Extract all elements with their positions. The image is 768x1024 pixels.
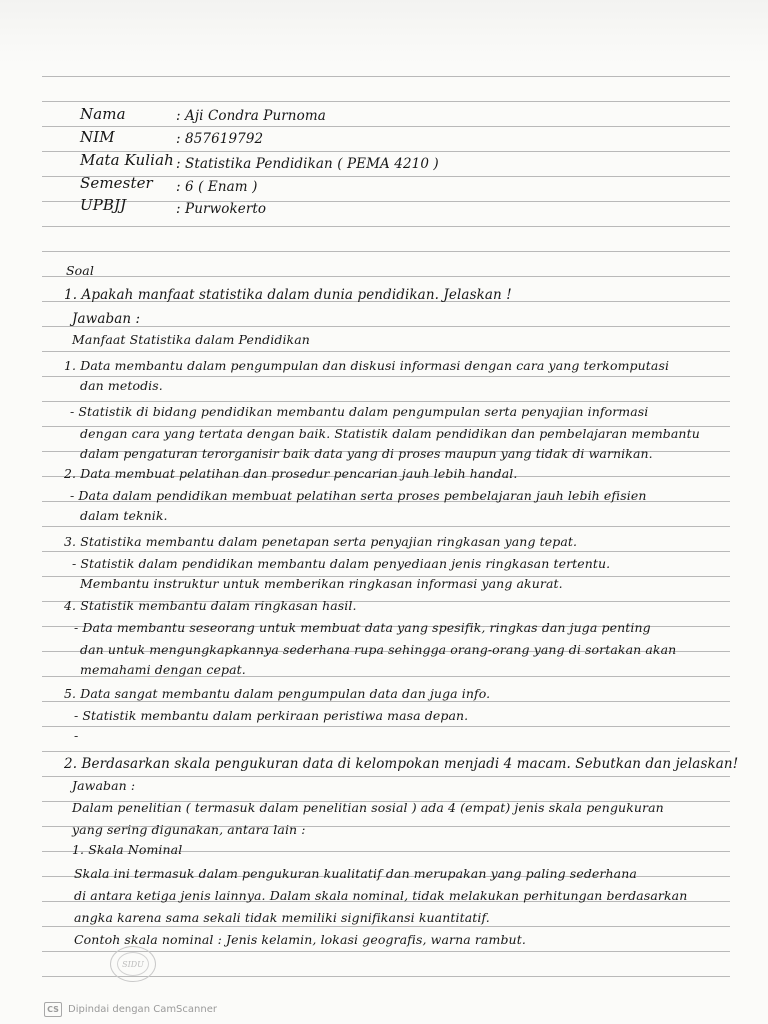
q1-line: - Data dalam pendidikan membuat pelatihan serta proses pembelajaran jauh lebih efisien xyxy=(70,488,647,503)
q2-line: Contoh skala nominal : Jenis kelamin, lokasi geografis, warna rambut. xyxy=(74,932,526,947)
name-label: Nama xyxy=(80,105,126,123)
upbjj-value: : Purwokerto xyxy=(176,201,267,217)
course-value: : Statistika Pendidikan ( PEMA 4210 ) xyxy=(176,156,439,172)
nim-value: : 857619792 xyxy=(176,131,264,147)
ruled-line xyxy=(42,376,730,377)
ruled-line xyxy=(42,251,730,252)
question-1: 1. Apakah manfaat statistika dalam dunia pendidikan. Jelaskan ! xyxy=(64,287,512,303)
question-2: 2. Berdasarkan skala pengukuran data di kelompokan menjadi 4 macam. Sebutkan dan jelaskan! xyxy=(64,756,739,772)
q2-line: Dalam penelitian ( termasuk dalam penelitian sosial ) ada 4 (empat) jenis skala pengukuran xyxy=(72,800,664,815)
q2-jawaban-label: Jawaban : xyxy=(72,778,136,793)
ruled-line xyxy=(42,526,730,527)
scanner-footer xyxy=(44,1002,217,1017)
stamp-inner-ring xyxy=(117,952,149,976)
q2-line: angka karena sama sekali tidak memiliki signifikansi kuantitatif. xyxy=(74,910,490,925)
q1-line: dalam pengaturan terorganisir baik data yang di proses maupun yang tidak di warnikan. xyxy=(80,446,653,461)
course-label: Mata Kuliah xyxy=(80,151,174,169)
ruled-line xyxy=(42,201,730,202)
ruled-line xyxy=(42,926,730,927)
camscanner-icon: CS xyxy=(44,1002,62,1017)
scanner-text: Dipindai dengan CamScanner xyxy=(68,1004,217,1015)
q1-heading: Manfaat Statistika dalam Pendidikan xyxy=(72,332,310,347)
ruled-line xyxy=(42,751,730,752)
q1-line: 4. Statistik membantu dalam ringkasan hasil. xyxy=(64,598,357,613)
ruled-line xyxy=(42,551,730,552)
q1-line: 1. Data membantu dalam pengumpulan dan diskusi informasi dengan cara yang terkomputasi xyxy=(64,358,670,373)
ruled-line xyxy=(42,776,730,777)
q2-line: Skala ini termasuk dalam pengukuran kualitatif dan merupakan yang paling sederhana xyxy=(74,866,637,881)
q1-line: 5. Data sangat membantu dalam pengumpulan data dan juga info. xyxy=(64,686,491,701)
q1-line: - Statistik dalam pendidikan membantu dalam penyediaan jenis ringkasan tertentu. xyxy=(72,556,611,571)
q1-line: dengan cara yang tertata dengan baik. Statistik dalam pendidikan dan pembelajaran membantu xyxy=(80,426,700,441)
name-value: : Aji Condra Purnoma xyxy=(176,108,326,124)
stamp-text: SIDU xyxy=(122,959,144,969)
university-stamp xyxy=(110,946,156,982)
q1-line: dan untuk mengungkapkannya sederhana rupa sehingga orang-orang yang di sortakan akan xyxy=(80,642,677,657)
q1-line: - Data membantu seseorang untuk membuat data yang spesifik, ringkas dan juga penting xyxy=(74,620,651,635)
ruled-line xyxy=(42,126,730,127)
q1-jawaban-label: Jawaban : xyxy=(72,311,141,327)
ruled-line xyxy=(42,326,730,327)
q1-line: dalam teknik. xyxy=(80,508,168,523)
q1-line: dan metodis. xyxy=(80,378,163,393)
q1-line: Membantu instruktur untuk memberikan ringkasan informasi yang akurat. xyxy=(80,576,563,591)
ruled-line xyxy=(42,401,730,402)
ruled-line xyxy=(42,226,730,227)
q1-line: memahami dengan cepat. xyxy=(80,662,246,677)
semester-label: Semester xyxy=(80,174,153,192)
q2-line: 1. Skala Nominal xyxy=(72,842,183,857)
ruled-line xyxy=(42,351,730,352)
ruled-line xyxy=(42,276,730,277)
ruled-line xyxy=(42,76,730,77)
q2-line: yang sering digunakan, antara lain : xyxy=(72,822,306,837)
ruled-line xyxy=(42,726,730,727)
page-top-edge xyxy=(0,0,768,64)
soal-label: Soal xyxy=(66,263,94,278)
q1-line: 3. Statistika membantu dalam penetapan serta penyajian ringkasan yang tepat. xyxy=(64,534,578,549)
nim-label: NIM xyxy=(80,128,115,146)
upbjj-label: UPBJJ xyxy=(80,196,127,214)
q1-line: - Statistik membantu dalam perkiraan peristiwa masa depan. xyxy=(74,708,469,723)
q1-line: - xyxy=(74,728,79,743)
ruled-line xyxy=(42,101,730,102)
semester-value: : 6 ( Enam ) xyxy=(176,179,258,195)
q1-line: - Statistik di bidang pendidikan membantu dalam pengumpulan serta penyajian informasi xyxy=(70,404,649,419)
q1-line: 2. Data membuat pelatihan dan prosedur pencarian jauh lebih handal. xyxy=(64,466,518,481)
q2-line: di antara ketiga jenis lainnya. Dalam skala nominal, tidak melakukan perhitungan berdasarkan xyxy=(74,888,688,903)
